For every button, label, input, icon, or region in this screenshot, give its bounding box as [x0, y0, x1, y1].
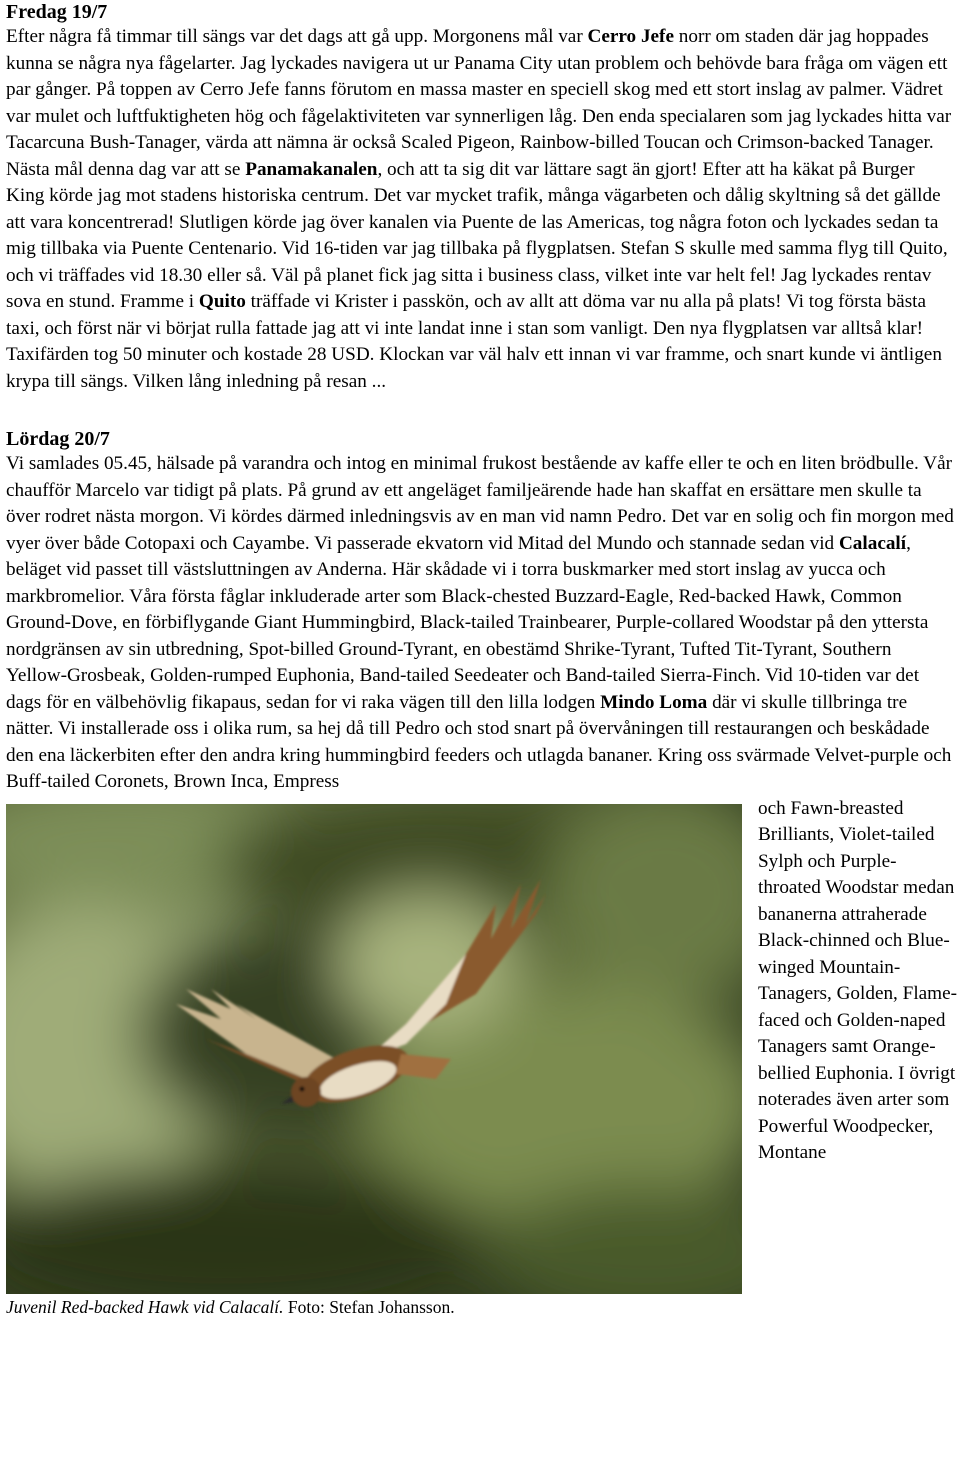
- caption-italic: Juvenil Red-backed Hawk vid Calacalí.: [6, 1296, 284, 1317]
- caption-credit: Foto: Stefan Johansson.: [283, 1296, 455, 1317]
- wrapped-side-text: och Fawn-breasted Brilliants, Violet-tailed Sylph och Purple-throated Woodstar medan bananerna attraherade Black-chinned och Blue-winged Mountain-Tanagers, Golden, Flame-faced och Golden-naped Tanagers samt Orange-bellied Euphonia. I övrigt noterades även arter som Powerful Woodpecker, Montane: [758, 797, 957, 1163]
- figure-row: [6, 796, 957, 1328]
- document-page: [6, 0, 957, 1328]
- day-body-text: [6, 451, 954, 796]
- hawk-photo: [6, 804, 742, 1294]
- day-body-text: [6, 24, 954, 395]
- photo-caption: [6, 1296, 455, 1318]
- day-heading: Fredag 19/7: [6, 1, 108, 23]
- text-run: där vi skulle tillbringa tre nätter. Vi installerade oss i olika rum, sa hej då till Pedro och stod snart på övervåningen till restaurangen och beskådade den ena läckerbiten efter den andra kring hummingbird feeders och utlagda bananer. Kring oss svärmade Velvet-purple och Buff-tailed Coronets, Brown Inca, Empress: [6, 691, 952, 792]
- text-run: Efter några få timmar till sängs var det dags att gå upp. Morgonens mål var: [6, 26, 588, 47]
- day-heading: Lördag 20/7: [6, 428, 110, 450]
- hawk-photo-illustration: [6, 804, 742, 1294]
- text-run: , och att ta sig dit var lättare sagt än gjort! Efter att ha käkat på Burger King körde jag mot stadens historiska centrum. Det var mycket trafik, många vägarbeten och dålig skyltning så det gällde att vara koncentrerad! Slutligen körde jag över kanalen via Puente de las Americas, tog några foton och lyckades sedan ta mig tillbaka via Puente Centenario. Vid 16-tiden var jag tillbaka på flygplatsen. Stefan S skulle med samma flyg till Quito, och vi träffades vid 18.30 eller så. Väl på planet fick jag sitta i business class, vilket inte var helt fel! Jag lyckades rentav sova en stund. Framme i: [6, 158, 948, 312]
- text-run: norr om staden där jag hoppades kunna se några nya fågelarter. Jag lyckades navigera ut ur Panama City utan problem och behövde bara fråga om vägen ett par gånger. På toppen av Cerro Jefe fanns förutom en massa master en speciell skog med ett stort inslag av palmer. Vädret var mulet och luftfuktigheten hög och fågelaktiviteten var synnerligen låg. Den enda specialaren som jag lyckades hitta var Tacarcuna Bush-Tanager, värda att nämna är också Scaled Pigeon, Rainbow-billed Toucan och Crimson-backed Tanager. Nästa mål denna dag var att se: [6, 26, 952, 180]
- bold-place-name: Cerro Jefe: [587, 26, 674, 47]
- bold-place-name: Quito: [198, 291, 246, 312]
- day-section-friday: [6, 0, 954, 395]
- day-section-saturday: [6, 427, 957, 1328]
- bold-place-name: Calacalí: [838, 532, 907, 554]
- text-run: Vi samlades 05.45, hälsade på varandra och intog en minimal frukost bestående av kaffe eller te och en liten brödbulle. Vår chaufför Marcelo var tidigt på plats. På grund av ett angeläget familjeärende hade han skaffat en ersättare men skulle ta över rodret nästa morgon. Vi kördes därmed inledningsvis av en man vid namn Pedro. Det var en solig och fin morgon med vyer över både Cotopaxi och Cayambe. Vi passerade ekvatorn vid Mitad del Mundo och stannade sedan vid: [6, 453, 954, 554]
- section-spacer: [6, 395, 954, 421]
- text-run: , beläget vid passet till västsluttningen av Anderna. Här skådade vi i torra buskmarker med stort inslag av yucca och markbromelior. Våra första fåglar inkluderade arter som Black-chested Buzzard-Eagle, Red-backed Hawk, Common Ground-Dove, en förbiflygande Giant Hummingbird, Black-tailed Trainbearer, Purple-collared Woodstar på den yttersta nordgränsen av sin utbredning, Spot-billed Ground-Tyrant, en obestämd Shrike-Tyrant, Tufted Tit-Tyrant, Southern Yellow-Grosbeak, Golden-rumped Euphonia, Band-tailed Seedeater och Band-tailed Sierra-Finch. Vid 10-tiden var det dags för en välbehövlig fikapaus, sedan for vi raka vägen till den lilla lodgen: [6, 532, 929, 713]
- bold-place-name: Panamakanalen: [245, 158, 378, 180]
- text-run: träffade vi Krister i passkön, och av allt att döma var nu alla på plats! Vi tog första bästa taxi, och först när vi börjat rulla fattade jag att vi inte landat inne i stan som vanligt. Den nya flygplatsen var alltså klar! Taxifärden tog 50 minuter och kostade 28 USD. Klockan var väl halv ett innan vi var framme, och snart kunde vi äntligen krypa till sängs. Vilken lång inledning på resan ...: [6, 291, 942, 392]
- bold-place-name: Mindo Loma: [600, 691, 708, 713]
